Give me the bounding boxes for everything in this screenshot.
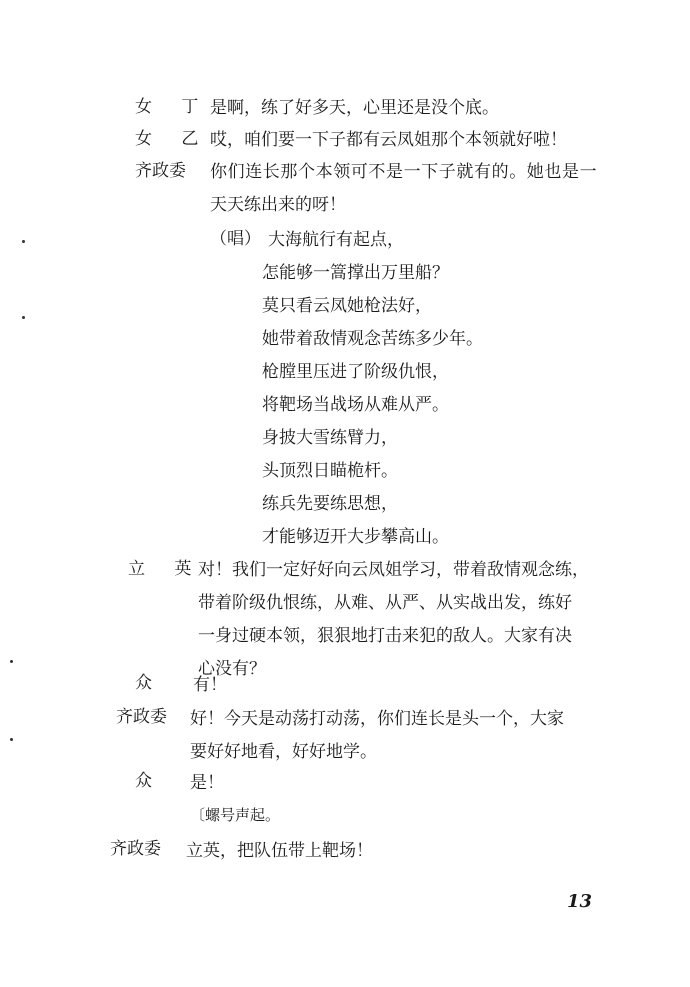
dialogue-line: 你们连长那个本领可不是一下子就有的。她也是一 [210,162,598,182]
dialogue-line: 一身过硬本领，狠狠地打击来犯的敌人。大家有决 [198,626,572,646]
dialogue-line: 对！我们一定好好向云凤姐学习，带着敌情观念练， [198,560,589,580]
dialogue-line: 立英，把队伍带上靶场！ [186,841,373,861]
speaker-label: 齐政委 [135,161,186,181]
scan-speck [22,240,25,243]
song-line: 怎能够一篙撑出万里船？ [262,263,449,283]
scan-speck [10,660,13,663]
dialogue-line: 好！今天是动荡打动荡，你们连长是头一个，大家 [190,709,564,729]
song-line: 枪膛里压进了阶级仇恨， [262,362,449,382]
dialogue-line: 哎，咱们要一下子都有云凤姐那个本领就好啦！ [210,130,567,150]
scan-speck [10,738,13,741]
speaker-label: 众 [135,771,152,791]
scan-speck [22,316,25,319]
song-line: 才能够迈开大步攀高山。 [262,527,449,547]
speaker-label: 众 [135,673,152,693]
dialogue-line: 是！ [190,773,224,793]
song-line: 莫只看云凤她枪法好， [262,296,432,316]
speaker-label: 女 乙 [135,129,211,149]
song-line: 她带着敌情观念苦练多少年。 [262,329,483,349]
song-line: 身披大雪练臂力， [262,428,398,448]
song-line: 将靶场当战场从难从严。 [262,395,449,415]
song-line: 练兵先要练思想， [262,494,398,514]
song-line: 头顶烈日瞄桅杆。 [262,461,398,481]
dialogue-line: 是啊，练了好多天，心里还是没个底。 [210,98,499,118]
dialogue-line: 心没有？ [198,659,266,679]
dialogue-line: 天天练出来的呀！ [210,195,346,215]
dialogue-line: 有！ [193,675,227,695]
dialogue-line: 带着阶级仇恨练，从难、从严、从实战出发，练好 [198,593,572,613]
dialogue-line: 要好好地看，好好地学。 [190,742,377,762]
speaker-label: 立 英 [128,559,204,579]
song-marker: （唱） [210,229,261,249]
speaker-label: 齐政委 [110,839,161,859]
page-number: 13 [567,891,593,912]
song-line: 大海航行有起点， [268,230,404,250]
speaker-label: 齐政委 [116,707,167,727]
stage-direction: 〔螺号声起。 [190,806,281,824]
speaker-label: 女 丁 [135,97,211,117]
